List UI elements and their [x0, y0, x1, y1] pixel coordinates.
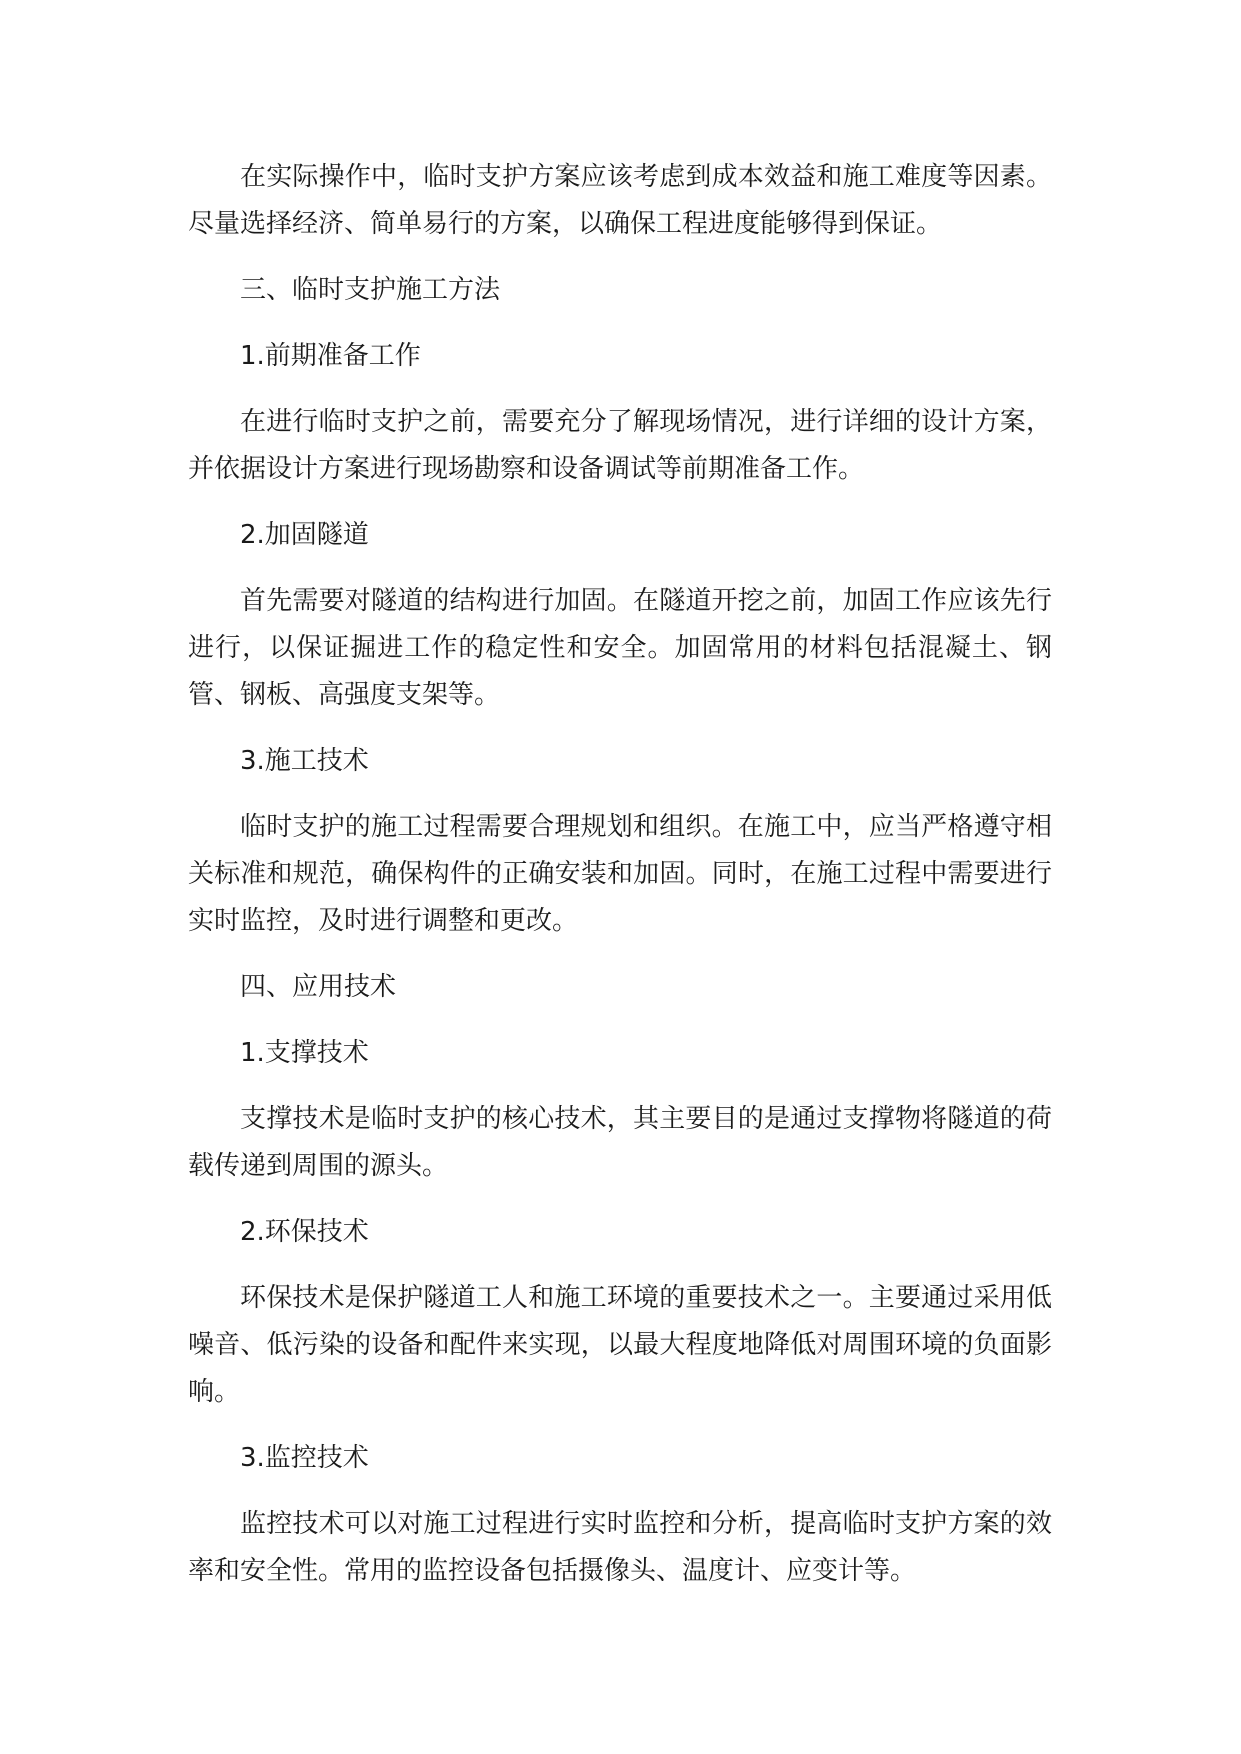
- section-heading-construction-methods: 三、临时支护施工方法: [240, 275, 501, 305]
- paragraph-preparation: 在进行临时支护之前，需要充分了解现场情况，进行详细的设计方案，并依据设计方案进行现场勘察和设备调试等前期准备工作。: [188, 407, 1052, 484]
- subheading-support-technique: 1.支撑技术: [240, 1038, 369, 1068]
- document-page: [188, 154, 1052, 1595]
- paragraph-cost-efficiency: 在实际操作中，临时支护方案应该考虑到成本效益和施工难度等因素。尽量选择经济、简单易行的方案，以确保工程进度能够得到保证。: [188, 162, 1052, 239]
- subheading-monitoring-technique: 3.监控技术: [240, 1443, 369, 1473]
- paragraph-construction-technique: 临时支护的施工过程需要合理规划和组织。在施工中，应当严格遵守相关标准和规范，确保构件的正确安装和加固。同时，在施工过程中需要进行实时监控，及时进行调整和更改。: [188, 812, 1052, 936]
- subheading-environmental-technique: 2.环保技术: [240, 1217, 369, 1247]
- paragraph-reinforce-tunnel: 首先需要对隧道的结构进行加固。在隧道开挖之前，加固工作应该先行进行，以保证掘进工作的稳定性和安全。加固常用的材料包括混凝土、钢管、钢板、高强度支架等。: [188, 586, 1052, 710]
- subheading-preparation: 1.前期准备工作: [240, 341, 421, 371]
- paragraph-monitoring-technique: 监控技术可以对施工过程进行实时监控和分析，提高临时支护方案的效率和安全性。常用的监控设备包括摄像头、温度计、应变计等。: [188, 1509, 1052, 1586]
- paragraph-environmental-technique: 环保技术是保护隧道工人和施工环境的重要技术之一。主要通过采用低噪音、低污染的设备和配件来实现，以最大程度地降低对周围环境的负面影响。: [188, 1283, 1052, 1407]
- subheading-construction-technique: 3.施工技术: [240, 746, 369, 776]
- subheading-reinforce-tunnel: 2.加固隧道: [240, 520, 369, 550]
- paragraph-support-technique: 支撑技术是临时支护的核心技术，其主要目的是通过支撑物将隧道的荷载传递到周围的源头。: [188, 1104, 1052, 1181]
- section-heading-application-technology: 四、应用技术: [240, 972, 397, 1002]
